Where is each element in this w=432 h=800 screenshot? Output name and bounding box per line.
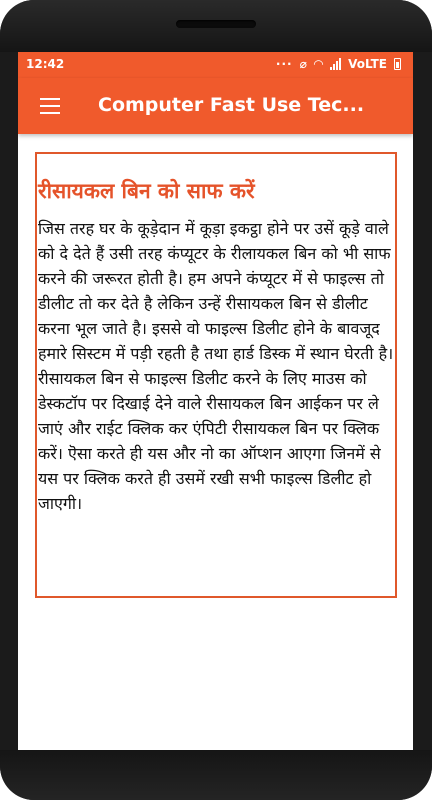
battery-icon [394, 58, 401, 70]
app-title: Computer Fast Use Tec... [98, 94, 365, 116]
hamburger-menu-icon[interactable] [40, 98, 60, 114]
screen [18, 52, 413, 750]
network-label: VoLTE [348, 57, 387, 71]
article-body: जिस तरह घर के कूड़ेदान में कूड़ा इकट्ठा होने पर उसें कूड़े वाले को दे देते हैं उसी तरह कंप्यूटर के रीलायकल बिन को भी साफ करने की जरूरत होती है। हम अपने कंप्यूटर में से फाइल्स तो डीलीट तो कर देते है लेकिन उन्हें रीसायकल बिन से डीलीट करना भूल जाते है। इससे वो फाइल्स डिलीट होने के बावजूद हमारे सिस्टम में पड़ी रहती है तथा हार्ड डिस्क में स्थान घेरती है। रीसायकल बिन से फाइल्स डिलीट करने के लिए माउस को डेस्कटॉप पर दिखाई देने वाले रीसायकल बिन आईकन पर ले जाएं और राईट क्लिक कर एंपिटी रीसायकल बिन पर क्लिक करें। ऎसा करते ही यस और नो का ऑप्शन आएगा जिनमें से यस पर क्लिक करते ही उसमें रखी सभी फाइल्स डिलीट हो जाएगी। [38, 219, 394, 513]
status-icons [276, 57, 401, 71]
status-bar [18, 52, 413, 78]
phone-top-bezel [0, 0, 432, 52]
phone-bottom-bezel [0, 750, 432, 800]
status-time: 12:42 [26, 57, 65, 71]
vibrate-off-icon: ⌀ [299, 57, 307, 71]
dots-icon: ··· [275, 57, 293, 71]
article-card [35, 152, 397, 598]
wifi-icon: ◠ [313, 57, 324, 71]
signal-icon [330, 58, 341, 70]
article-title: रीसायकल बिन को साफ करें [38, 179, 255, 203]
speaker-grille [176, 20, 256, 28]
app-bar [18, 78, 413, 134]
